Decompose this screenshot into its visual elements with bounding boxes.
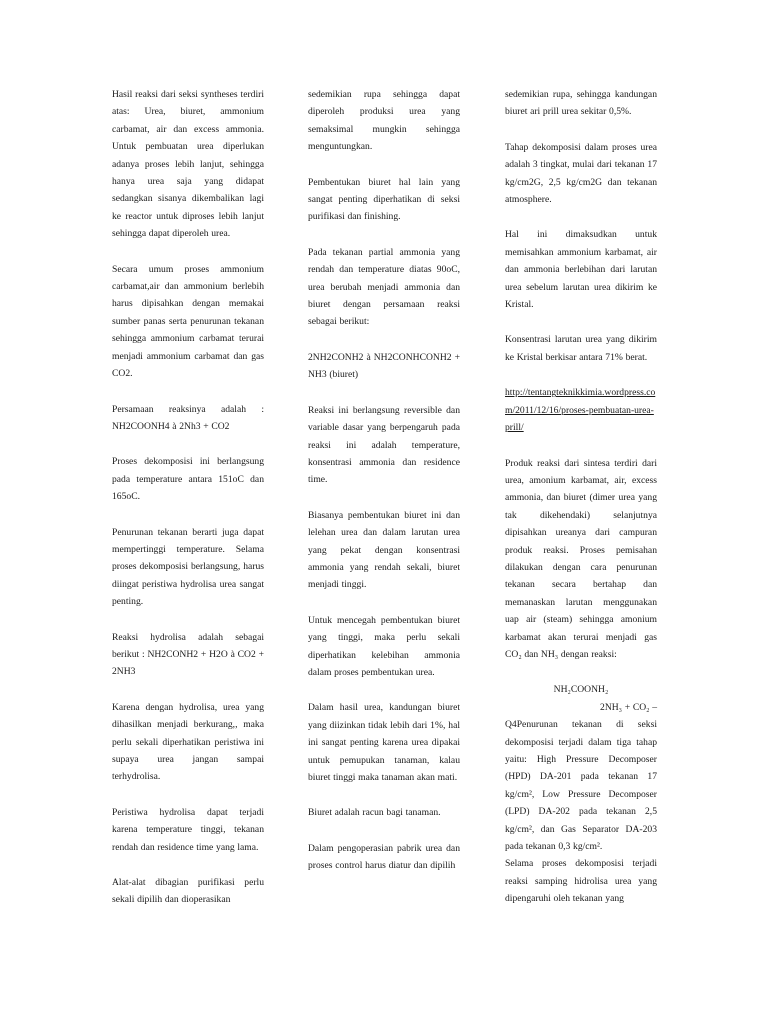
paragraph: sedemikian rupa sehingga dapat diperoleh produksi urea yang semaksimal mungkin sehingga menguntungkan. <box>308 89 460 153</box>
reaction-equation: Reaksi hydrolisa adalah sebagai berikut : NH2CONH2 + H2O à CO2 + 2NH3 <box>112 631 264 678</box>
reaction-equation: Persamaan reaksinya adalah : NH2COONH4 à 2Nh3 + CO2 <box>112 403 264 432</box>
equation-reactant: NH₂COONH₂ <box>553 684 609 696</box>
paragraph: Pada tekanan partial ammonia yang rendah dan temperature diatas 90oC, urea berubah menjadi ammonia dan biuret dengan persamaan reaksi sebagai berikut: <box>308 246 460 328</box>
paragraph: Alat-alat dibagian purifikasi perlu sekali dipilih dan dioperasikan <box>112 877 264 906</box>
text-column-3 <box>505 86 657 926</box>
paragraph: Proses dekomposisi ini berlangsung pada temperature antara 151oC dan 165oC. <box>112 456 264 503</box>
equation-products: 2NH₃ + CO₂ – <box>600 701 657 713</box>
source-link-paragraph <box>505 384 657 436</box>
paragraph: Untuk mencegah pembentukan biuret yang tinggi, maka perlu sekali diperhatikan kelebihan ammonia dalam proses pembentukan urea. <box>308 614 460 678</box>
paragraph: Hasil reaksi dari seksi syntheses terdiri atas: Urea, biuret, ammonium carbamat, air dan excess ammonia. Untuk pembuatan urea diperlukan adanya proses lebih lanjut, sehingga hanya urea saja yang didapat sedangkan sisanya dikembalikan lagi ke reactor untuk diproses lebih lanjut sehingga dapat diperoleh urea. <box>112 89 264 240</box>
paragraph: Penurunan tekanan berarti juga dapat mempertinggi temperature. Selama proses dekomposisi berlangsung, harus diingat peristiwa hydrolisa urea sangat penting. <box>112 526 264 608</box>
text-column-1 <box>112 86 264 927</box>
paragraph: Biuret adalah racun bagi tanaman. <box>308 807 441 819</box>
paragraph: Karena dengan hydrolisa, urea yang dihasilkan menjadi berkurang,, maka perlu sekali diperhatikan peristiwa ini supaya urea jangan sampai terhydrolisa. <box>112 701 264 783</box>
paragraph: Konsentrasi larutan urea yang dikirim ke Kristal berkisar antara 71% berat. <box>505 334 657 363</box>
paragraph: Produk reaksi dari sintesa terdiri dari urea, amonium karbamat, air, excess ammonia, dan biuret (dimer urea yang tak dikehendaki) selanjutnya dipisahkan ureanya dari campuran produk reaksi. Proses pemisahan dilakukan dengan cara penurunan tekanan secara bertahap dan memanaskan larutan menggunakan uap air (steam) sehingga amonium karbamat akan terurai menjadi gas CO₂ dan NH₃ dengan reaksi: <box>505 457 657 660</box>
reaction-equation: 2NH2CONH2 à NH2CONHCONH2 + NH3 (biuret) <box>308 351 460 381</box>
paragraph: Pembentukan biuret hal lain yang sangat penting diperhatikan di seksi purifikasi dan finishing. <box>308 176 460 223</box>
text-column-2 <box>308 86 460 893</box>
paragraph: Selama proses dekomposisi terjadi reaksi samping hidrolisa urea yang dipengaruhi oleh tekanan yang <box>505 858 657 905</box>
paragraph: Reaksi ini berlangsung reversible dan variable dasar yang berpengaruh pada reaksi ini adalah temperature, konsentrasi ammonia dan residence time. <box>308 404 460 486</box>
paragraph: Tahap dekomposisi dalam proses urea adalah 3 tingkat, mulai dari tekanan 17 kg/cm2G, 2,5 kg/cm2G dan tekanan atmosphere. <box>505 141 657 206</box>
paragraph: Hal ini dimaksudkan untuk memisahkan ammonium karbamat, air dan ammonia berlebihan dari larutan urea sebelum larutan urea dikirim ke Kristal. <box>505 229 657 311</box>
paragraph: Dalam pengoperasian pabrik urea dan proses control harus diatur dan dipilih <box>308 842 460 872</box>
paragraph: Peristiwa hydrolisa dapat terjadi karena temperature tinggi, tekanan rendah dan residence time yang lama. <box>112 806 264 853</box>
paragraph: sedemikian rupa, sehingga kandungan biuret ari prill urea sekitar 0,5%. <box>505 89 657 118</box>
paragraph: Biasanya pembentukan biuret ini dan lelehan urea dan dalam larutan urea yang pekat dengan konsentrasi ammonia yang rendah sekali, biuret menjadi tinggi. <box>308 509 460 591</box>
paragraph: Dalam hasil urea, kandungan biuret yang diizinkan tidak lebih dari 1%, hal ini sangat penting karena urea dipakai untuk pemupukan tanaman, kalau biuret tinggi maka tanaman akan mati. <box>308 702 460 783</box>
paragraph: Secara umum proses ammonium carbamat,air dan ammonium berlebih harus dipisahkan dengan memakai sumber panas serta penurunan tekanan sehingga ammonium carbamat terurai menjadi ammonium carbamat dan gas CO2. <box>112 263 264 380</box>
source-link[interactable]: http://tentangteknikkimia.wordpress.com/2011/12/16/proses-pembuatan-urea-prill/ <box>505 387 656 434</box>
paragraph: Q4Penurunan tekanan di seksi dekomposisi terjadi dalam tiga tahap yaitu: High Pressure Decomposer (HPD) DA-201 pada tekanan 17 kg/cm², Low Pressure Decomposer (LPD) DA-202 pada tekanan 2,5 kg/cm², dan Gas Separator DA-203 pada tekanan 0,3 kg/cm². <box>505 719 657 853</box>
